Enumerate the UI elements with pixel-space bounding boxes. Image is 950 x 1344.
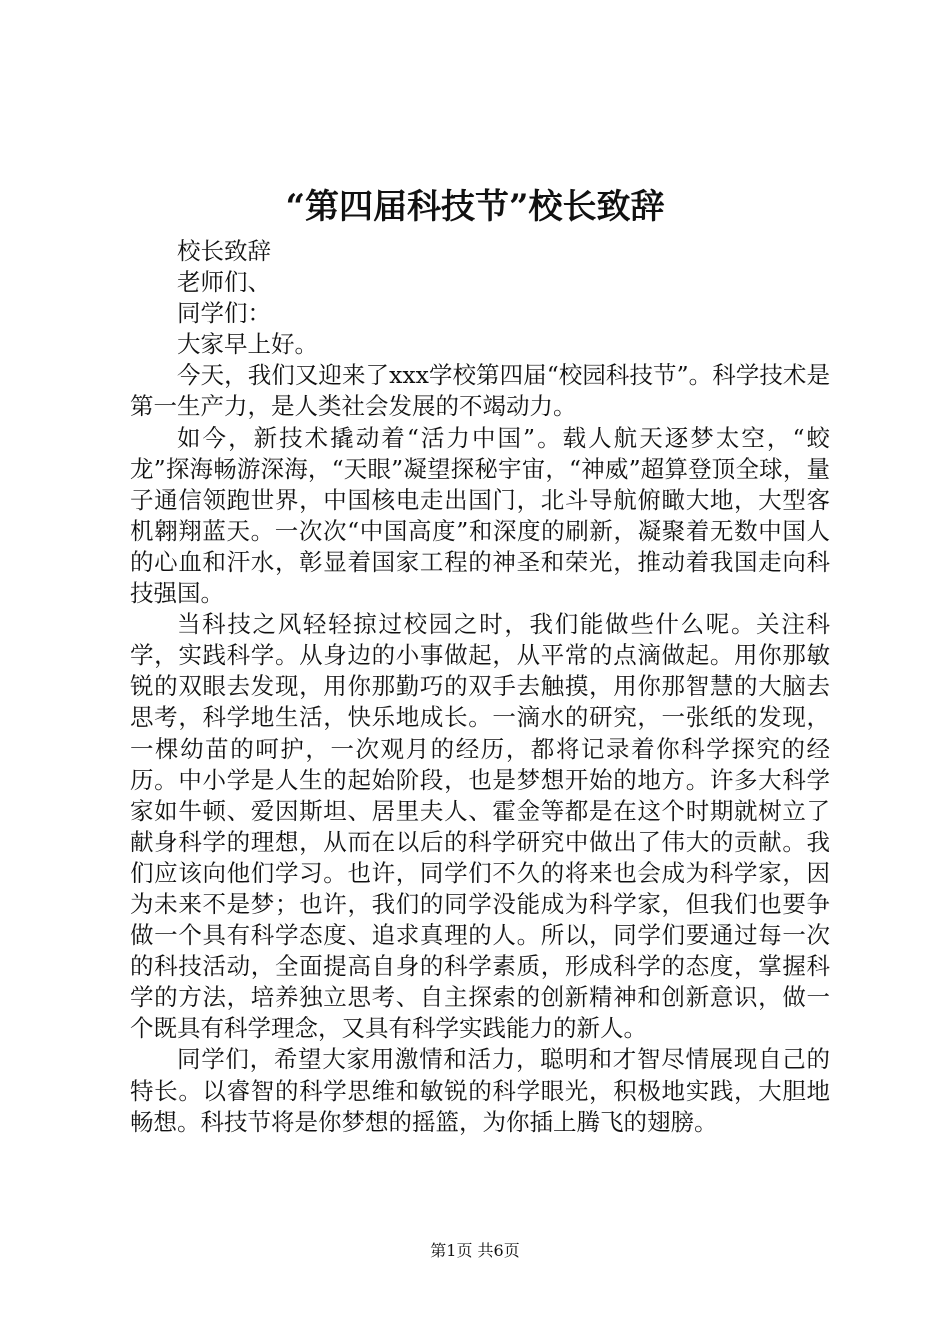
- paragraph-intro: 今天，我们又迎来了xxx学校第四届“校园科技节”。科学技术是第一生产力，是人类社会发展的不竭动力。: [130, 361, 830, 421]
- page-footer: 第1页 共6页: [430, 1241, 520, 1260]
- paragraph-salutation-students: 同学们：: [177, 299, 271, 328]
- paragraph-closing: 同学们，希望大家用激情和活力，聪明和才智尽情展现自己的特长。以睿智的科学思维和敏锐的科学眼光，积极地实践，大胆地畅想。科技节将是你梦想的摇篮，为你插上腾飞的翅膀。: [130, 1045, 830, 1136]
- paragraph-salutation-teachers: 老师们、: [177, 268, 271, 297]
- document-body: [130, 236, 830, 1138]
- paragraph-campus-science: 当科技之风轻轻掠过校园之时，我们能做些什么呢。关注科学，实践科学。从身边的小事做起，从平常的点滴做起。用你那敏锐的双眼去发现，用你那勤巧的双手去触摸，用你那智慧的大脑去思考，科学地生活，快乐地成长。一滴水的研究，一张纸的发现，一棵幼苗的呵护，一次观月的经历，都将记录着你科学探究的经历。中小学是人生的起始阶段，也是梦想开始的地方。许多大科学家如牛顿、爱因斯坦、居里夫人、霍金等都是在这个时期就树立了献身科学的理想，从而在以后的科学研究中做出了伟大的贡献。我们应该向他们学习。也许，同学们不久的将来也会成为科学家，因为未来不是梦；也许，我们的同学没能成为科学家，但我们也要争做一个具有科学态度、追求真理的人。所以，同学们要通过每一次的科技活动，全面提高自身的科学素质，形成科学的态度，掌握科学的方法，培养独立思考、自主探索的创新精神和创新意识，做一个既具有科学理念，又具有科学实践能力的新人。: [130, 610, 830, 1043]
- paragraph-heading: 校长致辞: [177, 237, 271, 265]
- paragraph-greeting: 大家早上好。: [177, 330, 318, 359]
- document-title: “第四届科技节”校长致辞: [285, 187, 665, 227]
- paragraph-china-tech: 如今，新技术撬动着“活力中国”。载人航天逐梦太空，“蛟龙”探海畅游深海，“天眼”凝望探秘宇宙，“神威”超算登顶全球，量子通信领跑世界，中国核电走出国门，北斗导航俯瞰大地，大型客机翱翔蓝天。一次次“中国高度”和深度的刷新，凝聚着无数中国人的心血和汗水，彰显着国家工程的神圣和荣光，推动着我国走向科技强国。: [130, 423, 830, 608]
